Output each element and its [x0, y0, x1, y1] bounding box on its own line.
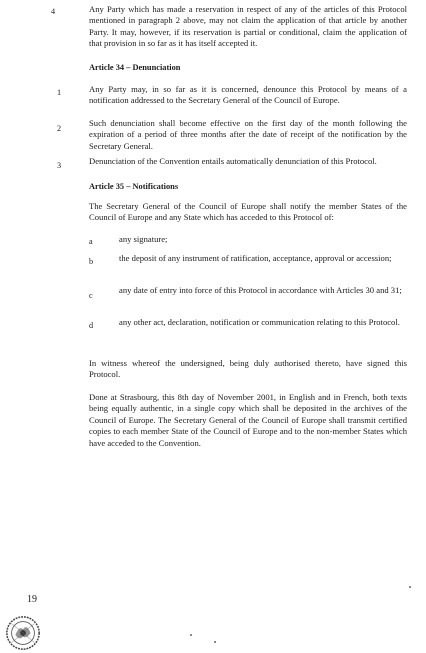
- paragraph-text: Denunciation of the Convention entails automatically denunciation of this Protocol.: [89, 156, 377, 166]
- list-item-letter: d: [89, 321, 94, 330]
- seal-stamp-icon: [4, 614, 42, 652]
- closing-clause: Done at Strasbourg, this 8th day of November 2001, in English and in French, both texts being equally authentic, in a single copy which shall be deposited in the archives of the Council of Europe. The Secretary General of the Council of Europe shall transmit certified copies to each member State of the Council of Europe and to the non-member States which have acceded to the Convention.: [89, 392, 407, 448]
- article-heading: Article 35 – Notifications: [89, 182, 179, 191]
- witness-clause: In witness whereof the undersigned, being duly authorised thereto, have signed this Protocol.: [89, 358, 407, 380]
- list-item-text: any other act, declaration, notification or communication relating to this Protocol.: [119, 317, 400, 327]
- scan-speck: [190, 634, 192, 636]
- paragraph-text: Such denunciation shall become effective on the first day of the month following the expiration of a period of three months after the date of receipt of the notification by the Secretary General.: [89, 118, 407, 151]
- scan-speck: [409, 586, 411, 588]
- list-item-letter: b: [89, 257, 94, 266]
- list-item-letter: a: [89, 237, 93, 246]
- paragraph-number: 2: [57, 124, 62, 133]
- paragraph-number: 3: [57, 161, 62, 170]
- paragraph-number: 4: [51, 7, 56, 16]
- list-item-text: the deposit of any instrument of ratification, acceptance, approval or accession;: [119, 253, 392, 263]
- paragraph-text: The Secretary General of the Council of Europe shall notify the member States of the Council of Europe and any State which has acceded to this Protocol of:: [89, 201, 407, 223]
- list-item-text: any date of entry into force of this Protocol in accordance with Articles 30 and 31;: [119, 285, 402, 295]
- paragraph-text: Any Party may, in so far as it is concerned, denounce this Protocol by means of a notification addressed to the Secretary General of the Council of Europe.: [89, 84, 407, 106]
- page-number: 19: [27, 594, 37, 605]
- paragraph-number: 1: [57, 88, 62, 97]
- scan-speck: [214, 641, 216, 643]
- article-heading: Article 34 – Denunciation: [89, 63, 181, 72]
- paragraph-text: Any Party which has made a reservation in respect of any of the articles of this Protocol mentioned in paragraph 2 above, may not claim the application of that article by another Party. It may, however, if its reservation is partial or conditional, claim the application of that provision in so far as it has itself accepted it.: [89, 4, 407, 49]
- list-item-text: any signature;: [119, 234, 168, 244]
- list-item-letter: c: [89, 291, 93, 300]
